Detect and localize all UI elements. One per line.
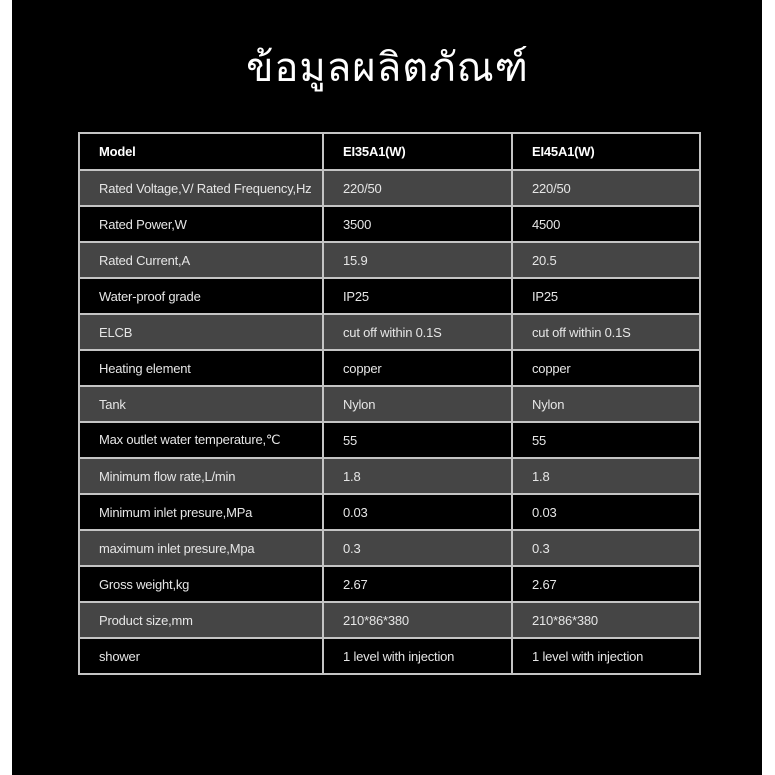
spec-label: Minimum flow rate,L/min	[79, 458, 323, 494]
spec-value: IP25	[323, 278, 512, 314]
spec-label: Tank	[79, 386, 323, 422]
table-row	[79, 386, 700, 422]
spec-value: 0.03	[512, 494, 700, 530]
spec-value: 210*86*380	[323, 602, 512, 638]
spec-value: 1.8	[512, 458, 700, 494]
spec-label: Heating element	[79, 350, 323, 386]
table-row	[79, 242, 700, 278]
spec-value: 220/50	[323, 170, 512, 206]
table-row	[79, 530, 700, 566]
table-row	[79, 422, 700, 458]
header-cell-model-2: EI45A1(W)	[512, 133, 700, 170]
spec-label: Gross weight,kg	[79, 566, 323, 602]
spec-table	[78, 132, 701, 675]
spec-value: 3500	[323, 206, 512, 242]
table-header-row	[79, 133, 700, 170]
spec-value: 1 level with injection	[323, 638, 512, 674]
spec-value: 2.67	[512, 566, 700, 602]
spec-label: Minimum inlet presure,MPa	[79, 494, 323, 530]
spec-value: 15.9	[323, 242, 512, 278]
table-row	[79, 602, 700, 638]
spec-value: 210*86*380	[512, 602, 700, 638]
spec-label: Rated Voltage,V/ Rated Frequency,Hz	[79, 170, 323, 206]
spec-value: 0.3	[512, 530, 700, 566]
page-title: ข้อมูลผลิตภัณฑ์	[246, 45, 529, 91]
spec-value: copper	[512, 350, 700, 386]
spec-value: 1 level with injection	[512, 638, 700, 674]
spec-value: cut off within 0.1S	[512, 314, 700, 350]
spec-label: Water-proof grade	[79, 278, 323, 314]
table-row	[79, 350, 700, 386]
spec-label: maximum inlet presure,Mpa	[79, 530, 323, 566]
header-cell-model-1: EI35A1(W)	[323, 133, 512, 170]
spec-label: Max outlet water temperature,℃	[79, 422, 323, 458]
spec-value: 220/50	[512, 170, 700, 206]
spec-value: IP25	[512, 278, 700, 314]
table-row	[79, 314, 700, 350]
spec-value: 1.8	[323, 458, 512, 494]
table-row	[79, 170, 700, 206]
spec-value: 0.3	[323, 530, 512, 566]
spec-value: 55	[512, 422, 700, 458]
spec-value: 2.67	[323, 566, 512, 602]
spec-value: 0.03	[323, 494, 512, 530]
table-row	[79, 206, 700, 242]
spec-value: Nylon	[323, 386, 512, 422]
spec-value: copper	[323, 350, 512, 386]
spec-label: Rated Power,W	[79, 206, 323, 242]
spec-value: 55	[323, 422, 512, 458]
spec-value: 4500	[512, 206, 700, 242]
table-row	[79, 494, 700, 530]
spec-label: ELCB	[79, 314, 323, 350]
spec-label: Rated Current,A	[79, 242, 323, 278]
header-cell-spec: Model	[79, 133, 323, 170]
spec-label: shower	[79, 638, 323, 674]
spec-value: cut off within 0.1S	[323, 314, 512, 350]
spec-value: Nylon	[512, 386, 700, 422]
table-row	[79, 278, 700, 314]
table-row	[79, 566, 700, 602]
table-row	[79, 638, 700, 674]
table-row	[79, 458, 700, 494]
spec-value: 20.5	[512, 242, 700, 278]
spec-label: Product size,mm	[79, 602, 323, 638]
